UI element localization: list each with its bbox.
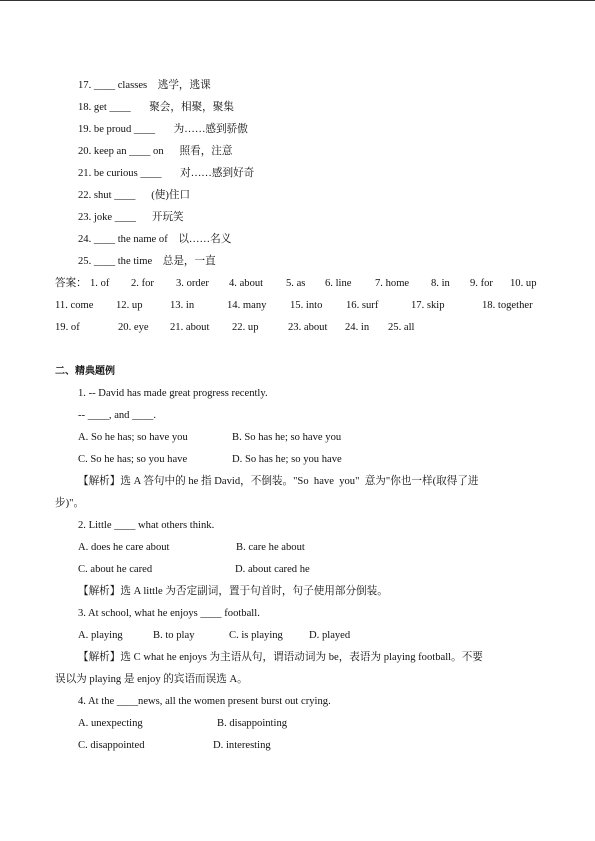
option-d: D. So has he; so you have xyxy=(232,454,342,465)
answer-item: 19. of xyxy=(55,322,80,333)
option-d: D. interesting xyxy=(213,740,271,751)
answer-item: 9. for xyxy=(470,278,493,289)
option-a: A. unexpecting xyxy=(78,718,143,729)
answer-item: 11. come xyxy=(55,300,94,311)
option-c: C. about he cared xyxy=(78,564,153,575)
question-stem-line2: -- ____, and ____. xyxy=(78,410,156,421)
phrase-item: 22. shut ____ (使)住口 xyxy=(78,190,191,201)
option-a: A. So he has; so have you xyxy=(78,432,188,443)
option-b: B. So has he; so have you xyxy=(232,432,342,443)
option-c: C. disappointed xyxy=(78,740,145,751)
answer-item: 18. together xyxy=(482,300,533,311)
answer-item: 8. in xyxy=(431,278,450,289)
question-stem: 1. -- David has made great progress recently. xyxy=(78,388,268,399)
answer-item: 25. all xyxy=(388,322,415,333)
phrase-item: 25. ____ the time 总是，一直 xyxy=(78,256,216,267)
phrase-item: 17. ____ classes 逃学，逃课 xyxy=(78,80,211,91)
answer-item: 17. skip xyxy=(411,300,445,311)
answer-item: 14. many xyxy=(227,300,267,311)
analysis-text: 【解析】选 A 答句中的 he 指 David，不倒装。"So have you" 意为"你也一样(取得了进 xyxy=(78,476,479,487)
phrase-item: 23. joke ____ 开玩笑 xyxy=(78,212,184,223)
analysis-text: 【解析】选 A little 为否定副词，置于句首时，句子使用部分倒装。 xyxy=(78,586,388,597)
answer-item: 1. of xyxy=(90,278,110,289)
phrase-item: 18. get ____ 聚会，相聚，聚集 xyxy=(78,102,234,113)
section-heading: 二、精典题例 xyxy=(55,366,115,377)
answer-item: 2. for xyxy=(131,278,154,289)
answer-item: 10. up xyxy=(510,278,537,289)
option-b: B. care he about xyxy=(236,542,305,553)
answer-item: 12. up xyxy=(116,300,143,311)
option-b: B. to play xyxy=(153,630,195,641)
answer-item: 13. in xyxy=(170,300,195,311)
analysis-text-cont: 误以为 playing 是 enjoy 的宾语而误选 A。 xyxy=(55,674,248,685)
answer-item: 21. about xyxy=(170,322,210,333)
analysis-text: 【解析】选 C what he enjoys 为主语从句，谓语动词为 be，表语为 playing football。不要 xyxy=(78,652,483,663)
answer-item: 22. up xyxy=(232,322,259,333)
option-a: A. does he care about xyxy=(78,542,170,553)
answer-item: 3. order xyxy=(176,278,209,289)
option-c: C. So he has; so you have xyxy=(78,454,188,465)
option-b: B. disappointing xyxy=(217,718,288,729)
question-stem: 3. At school, what he enjoys ____ football. xyxy=(78,608,260,619)
answer-item: 16. surf xyxy=(346,300,379,311)
question-stem: 4. At the ____news, all the women present burst out crying. xyxy=(78,696,331,707)
phrase-item: 19. be proud ____ 为……感到骄傲 xyxy=(78,124,248,135)
page-top-border xyxy=(0,0,595,1)
answer-item: 24. in xyxy=(345,322,370,333)
answer-item: 4. about xyxy=(229,278,264,289)
answer-item: 15. into xyxy=(290,300,323,311)
analysis-text-cont: 步)"。 xyxy=(55,498,85,509)
answer-item: 23. about xyxy=(288,322,328,333)
answer-item: 5. as xyxy=(286,278,306,289)
option-c: C. is playing xyxy=(229,630,283,641)
option-d: D. about cared he xyxy=(235,564,310,575)
answer-item: 7. home xyxy=(375,278,410,289)
answer-label: 答案： xyxy=(55,278,87,289)
phrase-item: 21. be curious ____ 对……感到好奇 xyxy=(78,168,255,179)
option-d: D. played xyxy=(309,630,351,641)
question-stem: 2. Little ____ what others think. xyxy=(78,520,215,531)
option-a: A. playing xyxy=(78,630,123,641)
phrase-item: 24. ____ the name of 以……名义 xyxy=(78,234,232,245)
answer-item: 6. line xyxy=(325,278,352,289)
phrase-item: 20. keep an ____ on 照看，注意 xyxy=(78,146,233,157)
answer-item: 20. eye xyxy=(118,322,149,333)
